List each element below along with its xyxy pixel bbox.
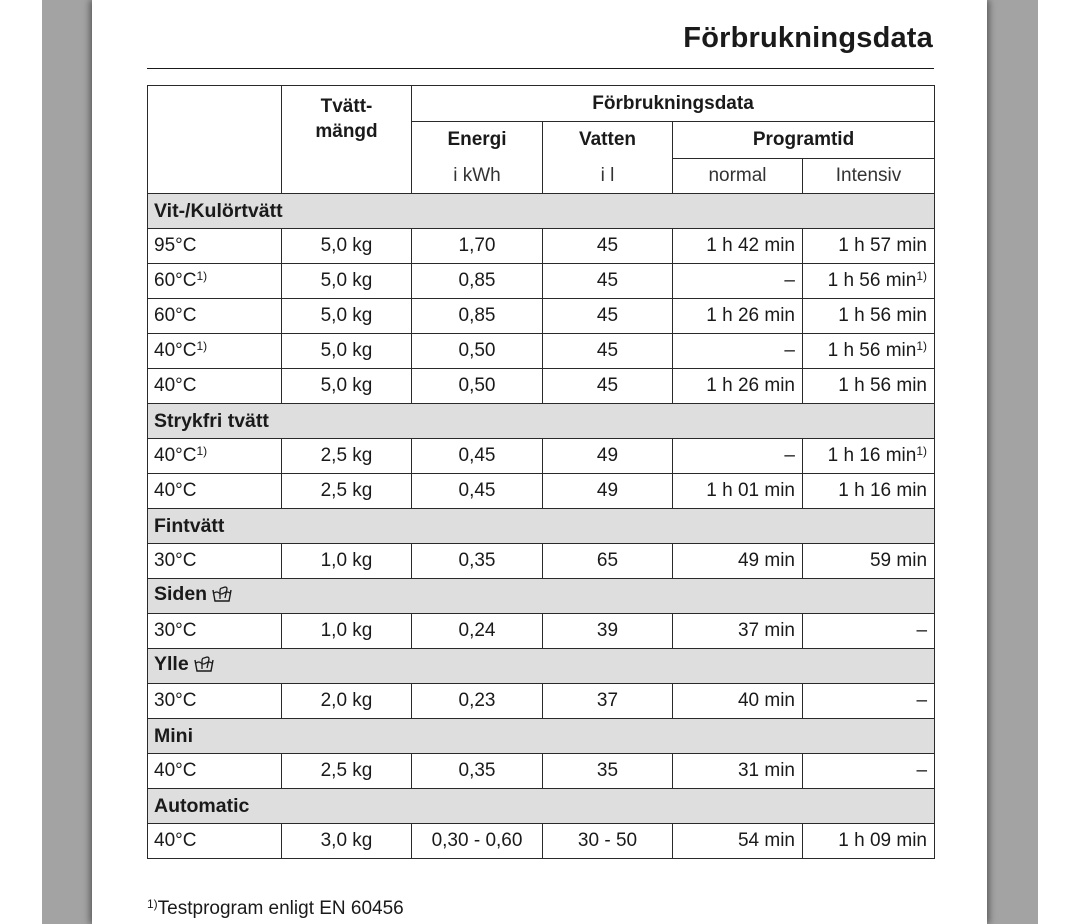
cell-time-intensive-value: 1 h 09 min: [838, 830, 928, 851]
cell-time-intensive-value: –: [916, 620, 928, 641]
cell-time-normal: [673, 824, 803, 859]
header-consumption: Förbrukningsdata: [412, 86, 935, 122]
footnote: [147, 898, 404, 920]
section-row: [148, 579, 935, 614]
header-empty-cell: [148, 86, 282, 194]
cell-time-intensive: [803, 684, 935, 719]
cell-energy: [412, 824, 543, 859]
cell-time-normal-value: –: [784, 340, 795, 361]
section-name: Ylle: [154, 653, 189, 675]
cell-time-normal: [673, 684, 803, 719]
table-body: [148, 194, 935, 859]
cell-water: [543, 824, 673, 859]
cell-time-intensive: [803, 824, 935, 859]
cell-energy-value: 0,85: [458, 305, 496, 326]
cell-time-intensive: [803, 544, 935, 579]
cell-load-value: 5,0 kg: [320, 375, 373, 396]
cell-load: [282, 614, 412, 649]
header-energy-unit: i kWh: [412, 159, 543, 194]
cell-time-normal: [673, 614, 803, 649]
cell-time-intensive: [803, 369, 935, 404]
cell-load: [282, 824, 412, 859]
cell-temperature: [148, 474, 282, 509]
header-time-normal: normal: [673, 159, 803, 194]
cell-time-normal: [673, 369, 803, 404]
section-header: [148, 509, 935, 544]
cell-load-value: 2,5 kg: [320, 760, 373, 781]
cell-temperature: [148, 684, 282, 719]
cell-load-value: 2,5 kg: [320, 445, 373, 466]
cell-time-normal: [673, 439, 803, 474]
cell-temperature: [148, 754, 282, 789]
cell-energy: [412, 439, 543, 474]
cell-temperature: [148, 824, 282, 859]
cell-time-normal-value: 40 min: [737, 690, 795, 711]
cell-time-intensive: [803, 474, 935, 509]
cell-load-value: 2,0 kg: [320, 690, 373, 711]
document-page: [92, 0, 987, 924]
cell-load: [282, 754, 412, 789]
cell-water: [543, 334, 673, 369]
cell-energy-value: 0,45: [458, 480, 496, 501]
cell-temperature-value: 95°C: [154, 235, 197, 256]
cell-time-normal-value: 1 h 26 min: [706, 305, 795, 326]
cell-load: [282, 369, 412, 404]
cell-time-normal: [673, 264, 803, 299]
table-row: [148, 369, 935, 404]
cell-water-value: 35: [596, 760, 619, 781]
header-water: Vatten: [543, 122, 673, 159]
cell-energy: [412, 299, 543, 334]
cell-temperature-value: 30°C: [154, 690, 197, 711]
cell-temperature-value: 40°C: [154, 340, 197, 361]
section-header: [148, 719, 935, 754]
cell-energy: [412, 264, 543, 299]
cell-water-value: 65: [596, 550, 619, 571]
cell-load: [282, 229, 412, 264]
cell-load: [282, 264, 412, 299]
footnote-mark: 1): [147, 897, 158, 911]
header-time-intensive: Intensiv: [803, 159, 935, 194]
table-row: [148, 474, 935, 509]
table-row: [148, 684, 935, 719]
cell-time-normal: [673, 334, 803, 369]
cell-temperature-value: 30°C: [154, 550, 197, 571]
footnote-reference: 1): [916, 269, 928, 283]
cell-temperature-value: 60°C: [154, 305, 197, 326]
cell-energy-value: 1,70: [458, 235, 496, 256]
table-row: [148, 334, 935, 369]
cell-time-intensive-value: –: [916, 690, 928, 711]
table-row: [148, 299, 935, 334]
cell-water-value: 39: [596, 620, 619, 641]
cell-energy-value: 0,50: [458, 340, 496, 361]
cell-water: [543, 614, 673, 649]
cell-water-value: 45: [596, 270, 619, 291]
section-name: Vit-/Kulörtvätt: [154, 199, 283, 222]
section-name: Siden: [154, 583, 208, 605]
table-row: [148, 824, 935, 859]
cell-time-normal: [673, 474, 803, 509]
cell-energy: [412, 544, 543, 579]
cell-temperature: [148, 544, 282, 579]
cell-water-value: 30 - 50: [577, 830, 638, 851]
table-row: [148, 754, 935, 789]
cell-water-value: 37: [596, 690, 619, 711]
cell-temperature: [148, 614, 282, 649]
cell-water-value: 49: [596, 480, 619, 501]
cell-water: [543, 369, 673, 404]
cell-energy: [412, 229, 543, 264]
cell-time-normal-value: 37 min: [737, 620, 795, 641]
cell-water: [543, 544, 673, 579]
header-load: [282, 86, 412, 194]
cell-time-intensive: [803, 334, 935, 369]
cell-energy-value: 0,35: [458, 760, 496, 781]
cell-temperature-value: 40°C: [154, 480, 197, 501]
cell-load-value: 3,0 kg: [320, 830, 373, 851]
cell-time-normal-value: 31 min: [737, 760, 795, 781]
cell-load-value: 1,0 kg: [320, 550, 373, 571]
cell-water-value: 45: [596, 340, 619, 361]
cell-time-intensive-value: –: [916, 760, 928, 781]
cell-temperature: [148, 264, 282, 299]
section-row: [148, 719, 935, 754]
cell-temperature: [148, 369, 282, 404]
section-header: [148, 404, 935, 439]
footnote-text: Testprogram enligt EN 60456: [157, 898, 404, 919]
cell-energy: [412, 614, 543, 649]
cell-water: [543, 684, 673, 719]
cell-time-normal: [673, 229, 803, 264]
cell-energy-value: 0,50: [458, 375, 496, 396]
cell-load: [282, 334, 412, 369]
cell-time-intensive-value: 1 h 16 min: [838, 480, 928, 501]
footnote-reference: 1): [196, 269, 208, 283]
section-name: Automatic: [154, 794, 250, 817]
cell-load: [282, 439, 412, 474]
cell-temperature: [148, 334, 282, 369]
section-header: [148, 194, 935, 229]
cell-temperature-value: 40°C: [154, 375, 197, 396]
cell-water-value: 49: [596, 445, 619, 466]
cell-time-intensive-value: 1 h 16 min: [827, 445, 917, 466]
header-energy: Energi: [412, 122, 543, 159]
section-header: [148, 649, 935, 684]
table-row: [148, 264, 935, 299]
cell-energy-value: 0,23: [458, 690, 496, 711]
cell-load-value: 2,5 kg: [320, 480, 373, 501]
cell-water: [543, 474, 673, 509]
section-row: [148, 649, 935, 684]
cell-time-normal: [673, 544, 803, 579]
section-row: [148, 404, 935, 439]
cell-water: [543, 439, 673, 474]
cell-time-intensive: [803, 299, 935, 334]
section-header: [148, 579, 935, 614]
cell-time-intensive: [803, 754, 935, 789]
cell-load-value: 5,0 kg: [320, 340, 373, 361]
cell-temperature-value: 60°C: [154, 270, 197, 291]
handwash-icon: [193, 655, 215, 679]
section-row: [148, 509, 935, 544]
section-name: Strykfri tvätt: [154, 409, 269, 432]
footnote-reference: 1): [916, 444, 928, 458]
section-row: [148, 789, 935, 824]
cell-load-value: 1,0 kg: [320, 620, 373, 641]
cell-energy: [412, 369, 543, 404]
cell-water: [543, 264, 673, 299]
handwash-icon: [211, 585, 233, 609]
cell-temperature-value: 40°C: [154, 830, 197, 851]
cell-time-normal-value: 1 h 42 min: [706, 235, 795, 256]
cell-temperature-value: 40°C: [154, 760, 197, 781]
cell-water: [543, 229, 673, 264]
cell-energy-value: 0,35: [458, 550, 496, 571]
table-row: [148, 544, 935, 579]
cell-load-value: 5,0 kg: [320, 305, 373, 326]
cell-energy: [412, 754, 543, 789]
cell-energy: [412, 684, 543, 719]
cell-time-intensive-value: 1 h 56 min: [827, 270, 917, 291]
section-name: Fintvätt: [154, 514, 225, 537]
cell-time-intensive-value: 1 h 57 min: [838, 235, 928, 256]
table-row: [148, 439, 935, 474]
viewer-margin-right: [987, 0, 1038, 924]
cell-load: [282, 299, 412, 334]
cell-energy-value: 0,30 - 0,60: [431, 830, 523, 851]
footnote-reference: 1): [916, 339, 928, 353]
section-header: [148, 789, 935, 824]
cell-load: [282, 474, 412, 509]
cell-energy-value: 0,24: [458, 620, 496, 641]
cell-water-value: 45: [596, 305, 619, 326]
cell-time-normal: [673, 299, 803, 334]
cell-load: [282, 544, 412, 579]
consumption-table: [147, 85, 935, 859]
header-load-label: Tvätt- mängd: [315, 96, 378, 142]
cell-load-value: 5,0 kg: [320, 235, 373, 256]
cell-water: [543, 754, 673, 789]
cell-temperature: [148, 299, 282, 334]
cell-energy-value: 0,45: [458, 445, 496, 466]
cell-temperature-value: 30°C: [154, 620, 197, 641]
cell-time-intensive: [803, 264, 935, 299]
cell-time-normal-value: 49 min: [737, 550, 795, 571]
cell-temperature: [148, 229, 282, 264]
section-row: [148, 194, 935, 229]
cell-water: [543, 299, 673, 334]
footnote-reference: 1): [196, 444, 208, 458]
cell-time-normal-value: 1 h 26 min: [706, 375, 795, 396]
cell-temperature: [148, 439, 282, 474]
cell-time-intensive-value: 59 min: [869, 550, 928, 571]
viewer-margin-left: [42, 0, 92, 924]
section-name: Mini: [154, 724, 193, 747]
cell-time-intensive: [803, 229, 935, 264]
cell-temperature-value: 40°C: [154, 445, 197, 466]
cell-water-value: 45: [596, 375, 619, 396]
cell-time-normal: [673, 754, 803, 789]
cell-time-normal-value: 54 min: [737, 830, 795, 851]
header-water-unit: i l: [543, 159, 673, 194]
cell-energy: [412, 334, 543, 369]
page-title: Förbrukningsdata: [683, 22, 933, 54]
cell-energy: [412, 474, 543, 509]
header-program-time: Programtid: [673, 122, 935, 159]
footnote-reference: 1): [196, 339, 208, 353]
viewer-background-right: [1038, 0, 1079, 924]
cell-load: [282, 684, 412, 719]
cell-time-intensive-value: 1 h 56 min: [838, 305, 928, 326]
cell-time-intensive-value: 1 h 56 min: [838, 375, 928, 396]
cell-load-value: 5,0 kg: [320, 270, 373, 291]
cell-time-normal-value: –: [784, 270, 795, 291]
title-divider: [147, 68, 934, 69]
table-row: [148, 229, 935, 264]
cell-energy-value: 0,85: [458, 270, 496, 291]
table-row: [148, 614, 935, 649]
cell-time-intensive: [803, 614, 935, 649]
cell-time-intensive: [803, 439, 935, 474]
cell-water-value: 45: [596, 235, 619, 256]
cell-time-intensive-value: 1 h 56 min: [827, 340, 917, 361]
cell-time-normal-value: –: [784, 445, 795, 466]
viewer-background-left: [0, 0, 42, 924]
cell-time-normal-value: 1 h 01 min: [706, 480, 795, 501]
